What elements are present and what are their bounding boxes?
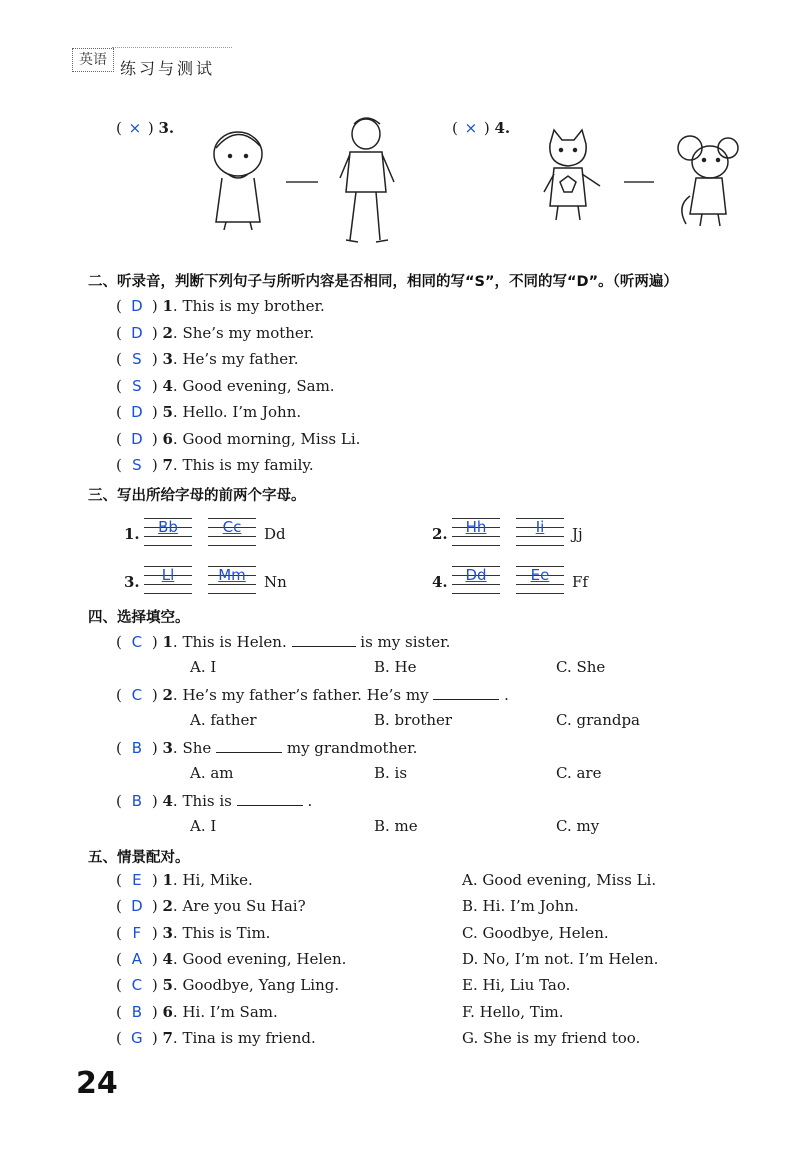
answer-blank [237, 791, 303, 806]
item-number: 4 [162, 376, 173, 395]
item-number: 1 [162, 633, 173, 651]
judgement-item: ( D ) 6. Good morning, Miss Li. [116, 429, 361, 448]
choice-option: A. am [190, 764, 234, 782]
judgement-item: ( S ) 7. This is my family. [116, 456, 314, 474]
item-number: 2 [162, 323, 173, 342]
answer-mark: S [132, 456, 142, 474]
boy-and-student-illustration [200, 112, 410, 252]
sentence-text: . This is my family. [172, 456, 314, 474]
answer-blank [292, 632, 356, 647]
letter-item-number: 1. [124, 525, 140, 543]
question-text-before: . He’s my father’s father. He’s my [172, 686, 429, 704]
match-item: ( F ) 3. This is Tim. [116, 923, 271, 942]
letter-item-number: 4. [432, 573, 448, 591]
choice-option: C. grandpa [556, 711, 641, 729]
picture-item-3: ( × ) 3. [116, 119, 175, 137]
handwritten-letters: Dd [465, 566, 487, 584]
section2-title: 二、听录音，判断下列句子与所听内容是否相同，相同的写“S”，不同的写“D”。（听两遍） [88, 274, 678, 290]
answer-mark: B [131, 1002, 142, 1021]
section3-title: 三、写出所给字母的前两个字母。 [88, 488, 306, 504]
question-text-after: my grandmother. [286, 739, 418, 757]
response-option: F. Hello, Tim. [462, 1002, 564, 1021]
prompt-text: . Hi, Mike. [172, 871, 253, 889]
answer-mark: D [131, 297, 143, 315]
page-number: 24 [76, 1066, 118, 1101]
choice-option: A. father [190, 711, 257, 729]
section4-title: 四、选择填空。 [88, 610, 190, 626]
sentence-text: . Good morning, Miss Li. [172, 429, 361, 448]
sentence-text: . Good evening, Sam. [172, 376, 335, 395]
response-option: E. Hi, Liu Tao. [462, 976, 571, 995]
choice-option: A. I [190, 817, 217, 835]
handwritten-letters: Cc [222, 518, 242, 536]
writing-lines [516, 566, 564, 594]
item-number: 4 [162, 792, 173, 810]
question-text-before: . This is Helen. [172, 633, 287, 651]
prompt-text: . Good evening, Helen. [172, 949, 347, 968]
handwritten-letters: Mm [218, 566, 246, 584]
match-item: ( D ) 2. Are you Su Hai? [116, 897, 306, 916]
sentence-text: . Hello. I’m John. [172, 403, 302, 421]
subject-label: 英语 [72, 48, 114, 72]
answer-mark: G [131, 1028, 143, 1047]
response-option: G. She is my friend too. [462, 1028, 641, 1047]
match-item: ( C ) 5. Goodbye, Yang Ling. [116, 976, 340, 995]
choice-option: B. brother [374, 711, 453, 729]
given-letters: Dd [264, 525, 286, 543]
section5-title: 五、情景配对。 [88, 850, 190, 866]
given-letters: Jj [572, 525, 583, 543]
writing-lines [516, 518, 564, 546]
match-item: ( E ) 1. Hi, Mike. [116, 871, 253, 889]
answer-mark: C [131, 976, 143, 995]
answer-mark: S [132, 376, 142, 395]
item-number: 2 [162, 686, 173, 704]
item-number: 3 [162, 739, 173, 757]
answer-mark: D [131, 323, 143, 342]
answer-mark: B [131, 739, 142, 757]
workbook-title: 练习与测试 [120, 59, 216, 78]
prompt-text: . Are you Su Hai? [172, 897, 306, 916]
writing-lines [452, 518, 500, 546]
writing-lines [208, 566, 256, 594]
item-number: 7 [162, 1028, 173, 1047]
answer-mark: F [132, 923, 142, 942]
handwritten-letters: Hh [465, 518, 487, 536]
answer-mark: S [132, 350, 142, 368]
prompt-text: . This is Tim. [172, 923, 271, 942]
answer-blank [216, 738, 282, 753]
given-letters: Nn [264, 573, 287, 591]
sentence-text: . She’s my mother. [172, 323, 315, 342]
handwritten-letters: Ll [161, 566, 175, 584]
item-number: 6 [162, 429, 173, 448]
answer-mark: A [131, 949, 142, 968]
question-text-after: is my sister. [360, 633, 451, 651]
letter-item-number: 3. [124, 573, 140, 591]
cat-and-mouse-illustration [540, 126, 740, 234]
item-number: 3 [162, 350, 173, 368]
judgement-item: ( D ) 2. She’s my mother. [116, 323, 315, 342]
handwritten-letters: Ee [530, 566, 550, 584]
writing-lines [208, 518, 256, 546]
item-number: 5 [162, 976, 173, 995]
judgement-item: ( D ) 5. Hello. I’m John. [116, 403, 302, 421]
answer-mark: D [131, 429, 143, 448]
item-number: 7 [162, 456, 173, 474]
choice-option: A. I [190, 658, 217, 676]
choice-option: C. are [556, 764, 602, 782]
choice-question: ( C ) 1. This is Helen. is my sister. [116, 633, 451, 651]
choice-option: B. me [374, 817, 418, 835]
choice-option: B. He [374, 658, 417, 676]
writing-lines [452, 566, 500, 594]
question-text-before: . This is [172, 792, 232, 810]
answer-mark: B [131, 792, 142, 810]
question-text-before: . She [172, 739, 212, 757]
response-option: B. Hi. I’m John. [462, 897, 579, 916]
response-option: A. Good evening, Miss Li. [462, 871, 657, 889]
sentence-text: . This is my brother. [172, 297, 325, 315]
item-number: 1 [162, 297, 173, 315]
question-text-after: . [504, 686, 509, 704]
match-item: ( A ) 4. Good evening, Helen. [116, 949, 347, 968]
answer-mark: C [131, 633, 143, 651]
choice-option: C. my [556, 817, 600, 835]
choice-question: ( B ) 4. This is . [116, 792, 313, 810]
prompt-text: . Goodbye, Yang Ling. [172, 976, 340, 995]
prompt-text: . Hi. I’m Sam. [172, 1002, 278, 1021]
writing-lines [144, 518, 192, 546]
item-number: 2 [162, 897, 173, 916]
response-option: D. No, I’m not. I’m Helen. [462, 949, 659, 968]
handwritten-letters: Bb [158, 518, 178, 536]
answer-mark: E [132, 871, 142, 889]
sentence-text: . He’s my father. [172, 350, 299, 368]
answer-mark: C [131, 686, 143, 704]
picture-item-4: ( × ) 4. [452, 119, 511, 137]
writing-lines [144, 566, 192, 594]
match-item: ( G ) 7. Tina is my friend. [116, 1028, 316, 1047]
choice-option: B. is [374, 764, 408, 782]
prompt-text: . Tina is my friend. [172, 1028, 316, 1047]
answer-mark: D [131, 897, 143, 916]
choice-question: ( B ) 3. She my grandmother. [116, 739, 418, 757]
item-number: 4 [162, 949, 173, 968]
choice-question: ( C ) 2. He’s my father’s father. He’s my . [116, 686, 509, 704]
handwritten-letters: Ii [535, 518, 545, 536]
judgement-item: ( D ) 1. This is my brother. [116, 297, 325, 315]
answer-mark: D [131, 403, 143, 421]
item-number: 6 [162, 1002, 173, 1021]
judgement-item: ( S ) 3. He’s my father. [116, 350, 299, 368]
item-number: 3 [162, 923, 173, 942]
match-item: ( B ) 6. Hi. I’m Sam. [116, 1002, 278, 1021]
response-option: C. Goodbye, Helen. [462, 923, 609, 942]
question-text-after: . [307, 792, 313, 810]
given-letters: Ff [572, 573, 588, 591]
item-number: 1 [162, 871, 173, 889]
letter-item-number: 2. [432, 525, 448, 543]
item-number: 5 [162, 403, 173, 421]
header-divider [112, 47, 232, 48]
choice-option: C. She [556, 658, 606, 676]
answer-blank [433, 685, 499, 700]
judgement-item: ( S ) 4. Good evening, Sam. [116, 376, 335, 395]
